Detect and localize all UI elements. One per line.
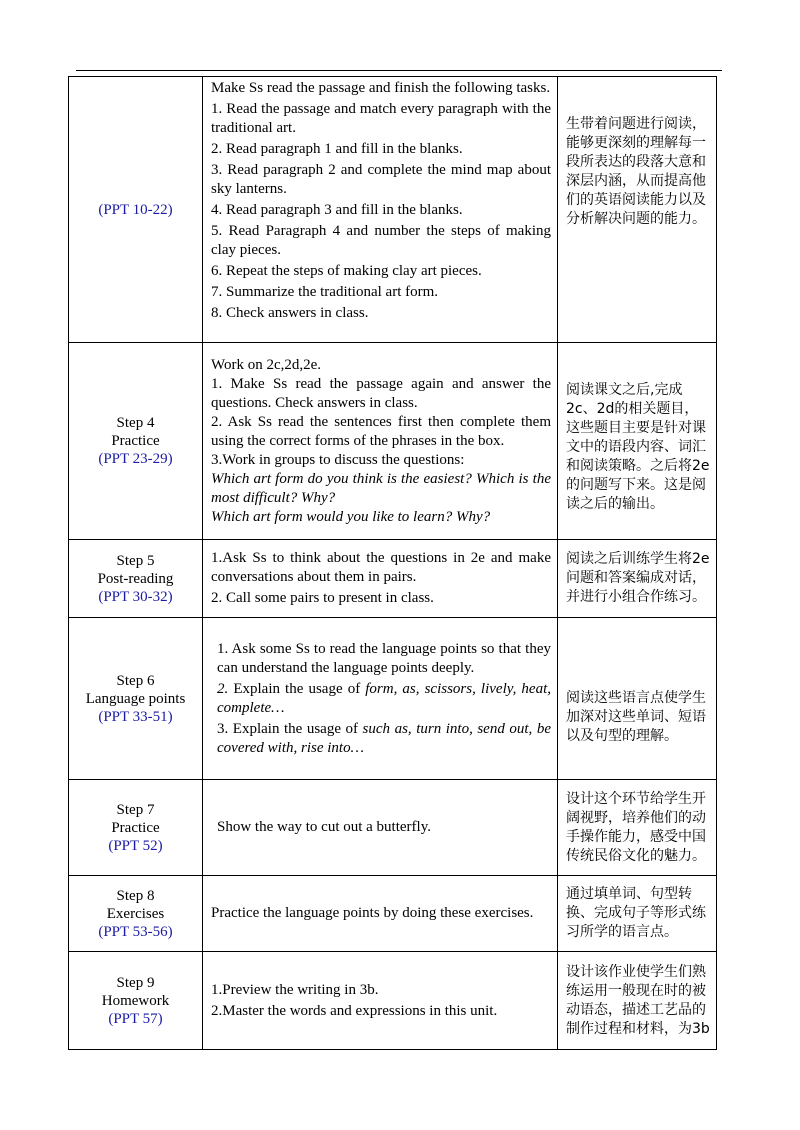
aim-cell: 阅读之后训练学生将2e问题和答案编成对话，并进行小组合作练习。 [558, 540, 717, 618]
activity-line: 1. Ask some Ss to read the language points so that they can understand the language points deeply. [217, 640, 551, 676]
activity-line: Show the way to cut out a butterfly. [217, 819, 431, 835]
activity-text: Explain the usage of [228, 720, 363, 737]
table-row [69, 618, 717, 780]
activities-cell [203, 876, 558, 952]
table-row [69, 952, 717, 1050]
ppt-range: (PPT 33-51) [98, 708, 173, 725]
activities-cell [203, 952, 558, 1050]
activity-line: 2.Master the words and expressions in this unit. [211, 1002, 498, 1019]
step-cell [69, 77, 203, 343]
activity-line: 8. Check answers in class. [211, 305, 369, 321]
question-text: Which art form do you think is the easiest? Which is the most difficult? Why? [211, 470, 551, 506]
activity-line: 1.Preview the writing in 3b. [211, 981, 379, 998]
activity-number: 2. [217, 680, 229, 697]
aim-cell: 设计这个环节给学生开阔视野，培养他们的动手操作能力，感受中国传统民俗文化的魅力。 [558, 780, 717, 876]
activity-question [211, 470, 551, 508]
activities-cell [203, 540, 558, 618]
step-cell [69, 876, 203, 952]
question-text: Which art form would you like to learn? Why? [211, 508, 491, 525]
table-row [69, 876, 717, 952]
table-row [69, 77, 717, 343]
aim-cell: 阅读课文之后,完成2c、2d的相关题目，这些题目主要是针对课文中的语段内容、词汇和阅读策略。之后将2e的问题写下来。这是阅读之后的输出。 [558, 343, 717, 540]
step-cell [69, 952, 203, 1050]
activity-line: 1. Make Ss read the passage again and answer the questions. Check answers in class. [211, 375, 551, 411]
step-cell [69, 780, 203, 876]
activity-line: 2. Read paragraph 1 and fill in the blanks. [211, 141, 463, 157]
table-row [69, 780, 717, 876]
step-number: Step 6 [116, 672, 155, 689]
activity-line [217, 720, 551, 758]
step-number: Step 4 [116, 415, 155, 431]
activity-line: 2. Ask Ss read the sentences first then complete them using the correct forms of the phrases in the box. [211, 413, 551, 449]
aim-cell: 设计该作业使学生们熟练运用一般现在时的被动语态，描述工艺品的制作过程和材料，为3b [558, 952, 717, 1050]
step-title: Exercises [106, 905, 165, 922]
activity-question [211, 508, 551, 527]
header-rule [76, 70, 722, 71]
aim-cell: 通过填单词、句型转换、完成句子等形式练习所学的语言点。 [558, 876, 717, 952]
step-title: Language points [85, 690, 186, 707]
ppt-range: (PPT 30-32) [98, 588, 173, 605]
activity-terms: such as, turn into, send out, be covered with, rise into… [217, 720, 551, 756]
ppt-range: (PPT 57) [108, 1010, 163, 1027]
ppt-range: (PPT 52) [108, 837, 163, 854]
activity-line: Practice the language points by doing these exercises. [211, 905, 534, 921]
activity-line: 5. Read Paragraph 4 and number the steps of making clay pieces. [211, 223, 551, 258]
step-number: Step 7 [116, 801, 155, 818]
activity-line: Work on 2c,2d,2e. [211, 356, 322, 373]
ppt-range: (PPT 23-29) [98, 451, 173, 467]
activity-line: Make Ss read the passage and finish the following tasks. [211, 80, 551, 96]
activity-number: 3. [217, 720, 229, 737]
ppt-range: (PPT 53-56) [98, 923, 173, 940]
activity-line: 7. Summarize the traditional art form. [211, 284, 439, 300]
activity-line: 3.Work in groups to discuss the questions: [211, 451, 465, 468]
step-cell [69, 618, 203, 780]
lesson-plan-table [68, 76, 717, 1050]
activities-cell [203, 780, 558, 876]
table-row [69, 343, 717, 540]
activity-line: 3. Read paragraph 2 and complete the mind map about sky lanterns. [211, 162, 551, 197]
activity-line: 6. Repeat the steps of making clay art pieces. [211, 263, 482, 279]
step-title: Practice [111, 433, 160, 449]
step-number: Step 5 [116, 552, 155, 569]
activity-text: Explain the usage of [228, 680, 366, 697]
activity-terms: form, as, scissors, lively, heat, complete… [217, 680, 551, 716]
activity-line: 2. Call some pairs to present in class. [211, 590, 434, 606]
activities-cell [203, 343, 558, 540]
aim-cell: 生带着问题进行阅读，能够更深刻的理解每一段所表达的段落大意和深层内涵，从而提高他们的英语阅读能力以及分析解决问题的能力。 [558, 77, 717, 343]
step-cell [69, 343, 203, 540]
step-number: Step 9 [116, 974, 155, 991]
ppt-range: (PPT 10-22) [98, 201, 173, 218]
step-title: Practice [111, 819, 160, 836]
activities-cell [203, 618, 558, 780]
activity-line: 1.Ask Ss to think about the questions in 2e and make conversations about them in pairs. [211, 550, 551, 585]
activity-line: 1. Read the passage and match every paragraph with the traditional art. [211, 101, 551, 136]
step-number: Step 8 [116, 887, 155, 904]
step-title: Homework [101, 992, 170, 1009]
activity-line [217, 680, 551, 718]
table-row [69, 540, 717, 618]
activity-line: 4. Read paragraph 3 and fill in the blanks. [211, 202, 463, 218]
aim-cell: 阅读这些语言点使学生加深对这些单词、短语以及句型的理解。 [558, 618, 717, 780]
step-cell [69, 540, 203, 618]
step-title: Post-reading [97, 570, 174, 587]
activities-cell [203, 77, 558, 343]
